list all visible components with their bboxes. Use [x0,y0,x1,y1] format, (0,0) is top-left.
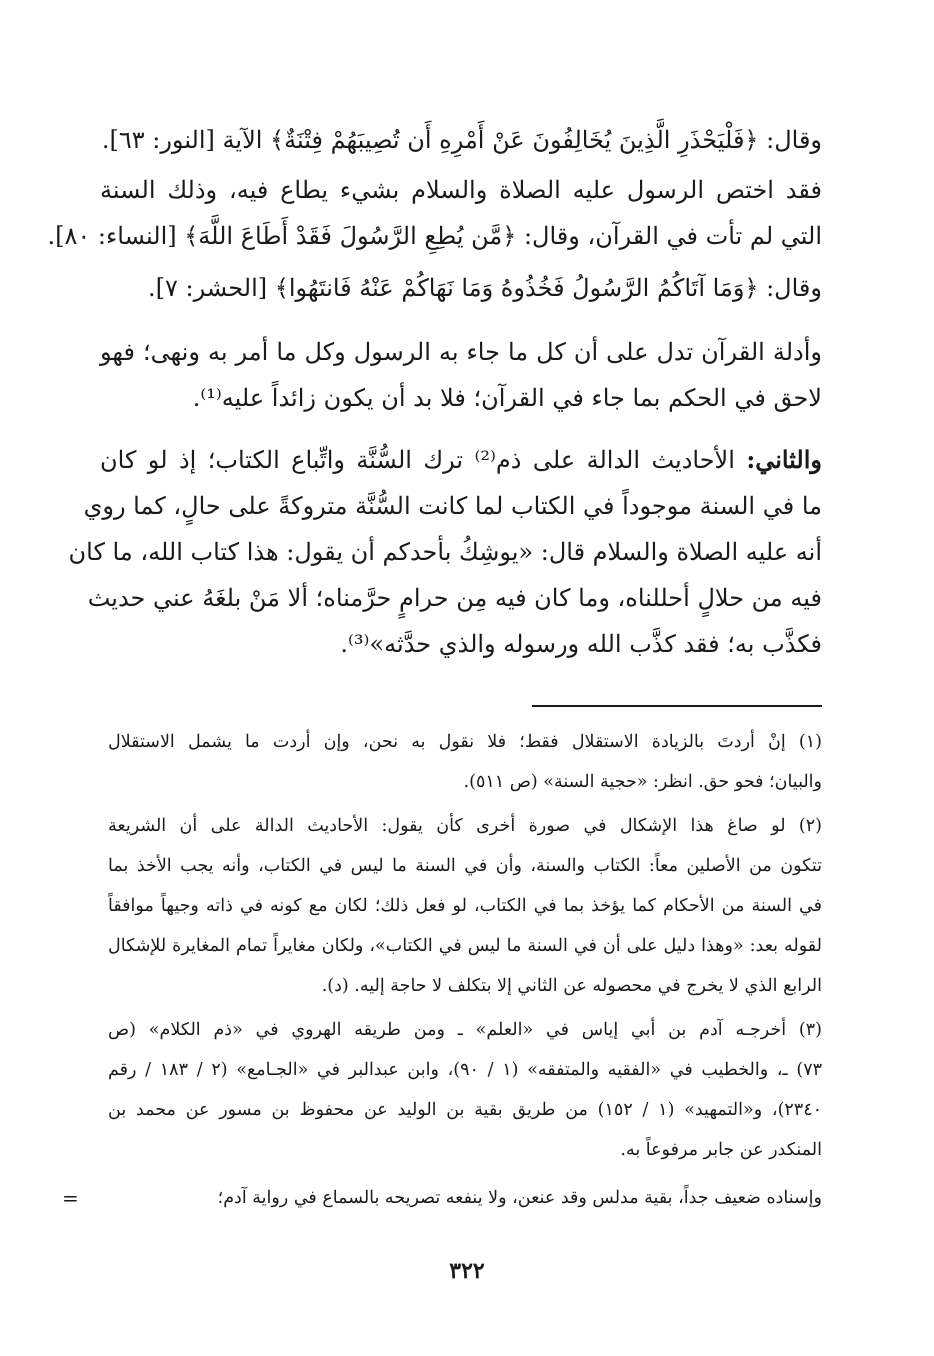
footnote-3-line-5: وإسناده ضعيف جداً، بقية مدلس وقد عنعن، ولا ينفعه تصريحه بالسماع في رواية آدم؛ [217,1188,822,1208]
text-line-10: فيه من حلالٍ أحللناه، وما كان فيه مِن حرامٍ حرَّمناه؛ ألا مَنْ بلغَهُ عني حديث [87,584,822,612]
continuation-mark: = [62,1186,79,1210]
footnote-1-line-1: (١) إنْ أردتَ بالزيادة الاستقلال فقط؛ فلا نقول به نحن، وإن أردت ما يشمل الاستقلال [108,732,822,752]
text-line-1: وقال: ﴿فَلْيَحْذَرِ الَّذِينَ يُخَالِفُونَ عَنْ أَمْرِهِ أَن تُصِيبَهُمْ فِتْنَةٌ﴾ الآية [النور: ٦٣]. [101,126,822,154]
text-line-7-rest: الأحاديث الدالة على ذم⁽²⁾ ترك السُّنَّة واتِّباع الكتاب؛ إذ لو كان [100,446,747,474]
footnote-2-line-4: لقوله بعد: «وهذا دليل على أن في السنة ما ليس في الكتاب»، ولكان مغايراً تمام المغايرة للإشكال [108,936,822,956]
text-line-6: لاحق في الحكم بما جاء في القرآن؛ فلا بد أن يكون زائداً عليه⁽¹⁾. [192,384,822,412]
section-heading-second: والثاني: [746,445,822,474]
footnote-2-line-3: في السنة من الأحكام كما يؤخذ بما في الكتاب، لو فعل ذلك؛ لكان مع كونه في ذاته وجيهاً موافقاً [108,896,822,916]
text-line-11: فكذَّب به؛ فقد كذَّب الله ورسوله والذي حدَّثه»⁽³⁾. [340,630,822,658]
text-line-3: التي لم تأت في القرآن، وقال: ﴿مَّن يُطِعِ الرَّسُولَ فَقَدْ أَطَاعَ اللَّهَ﴾ [النساء: ٨٠]. [47,222,822,250]
footnote-3-line-1: (٣) أخرجـه آدم بن أبي إياس في «العلم» ـ ومن طريقه الهروي في «ذم الكلام» (ص [108,1020,822,1040]
footnote-divider [532,705,822,707]
text-line-9: أنه عليه الصلاة والسلام قال: «يوشِكُ بأحدكم أن يقول: هذا كتاب الله، ما كان [68,538,822,566]
footnote-2-line-1: (٢) لو صاغ هذا الإشكال في صورة أخرى كأن يقول: الأحاديث الدالة على أن الشريعة [108,816,822,836]
footnote-3-line-4: المنكدر عن جابر مرفوعاً به. [620,1140,822,1160]
footnote-3-line-2: ٧٣) ـ، والخطيب في «الفقيه والمتفقه» (١ / ٩٠)، وابن عبدالبر في «الجـامع» (٢ / ١٨٣ / رقم [108,1060,822,1080]
text-line-8: ما في السنة موجوداً في الكتاب لما كانت السُّنَّة متروكةً على حالٍ، كما روي [83,492,822,520]
text-line-4: وقال: ﴿وَمَا آتَاكُمُ الرَّسُولُ فَخُذُوهُ وَمَا نَهَاكُمْ عَنْهُ فَانتَهُوا﴾ [الحشر: ٧]. [148,274,822,302]
text-line-2: فقد اختص الرسول عليه الصلاة والسلام بشيء يطاع فيه، وذلك السنة [100,176,822,204]
footnote-2-line-2: تتكون من الأصلين معاً: الكتاب والسنة، وأن في السنة ما ليس في الكتاب، وأنه يجب الأخذ بما [108,856,822,876]
footnote-3-line-3: ٢٣٤٠)، و«التمهيد» (١ / ١٥٢) من طريق بقية بن الوليد عن محفوظ بن مسور عن محمد بن [108,1100,822,1120]
footnote-2-line-5: الرابع الذي لا يخرج في محصوله عن الثاني إلا بتكلف لا حاجة إليه. (د). [321,976,822,996]
text-line-5: وأدلة القرآن تدل على أن كل ما جاء به الرسول وكل ما أمر به ونهى؛ فهو [100,338,822,366]
footnote-1-line-2: والبيان؛ فحو حق. انظر: «حجية السنة» (ص ٥١١). [463,772,822,792]
page-number: ٣٢٢ [449,1258,485,1284]
text-line-7 [100,438,822,482]
